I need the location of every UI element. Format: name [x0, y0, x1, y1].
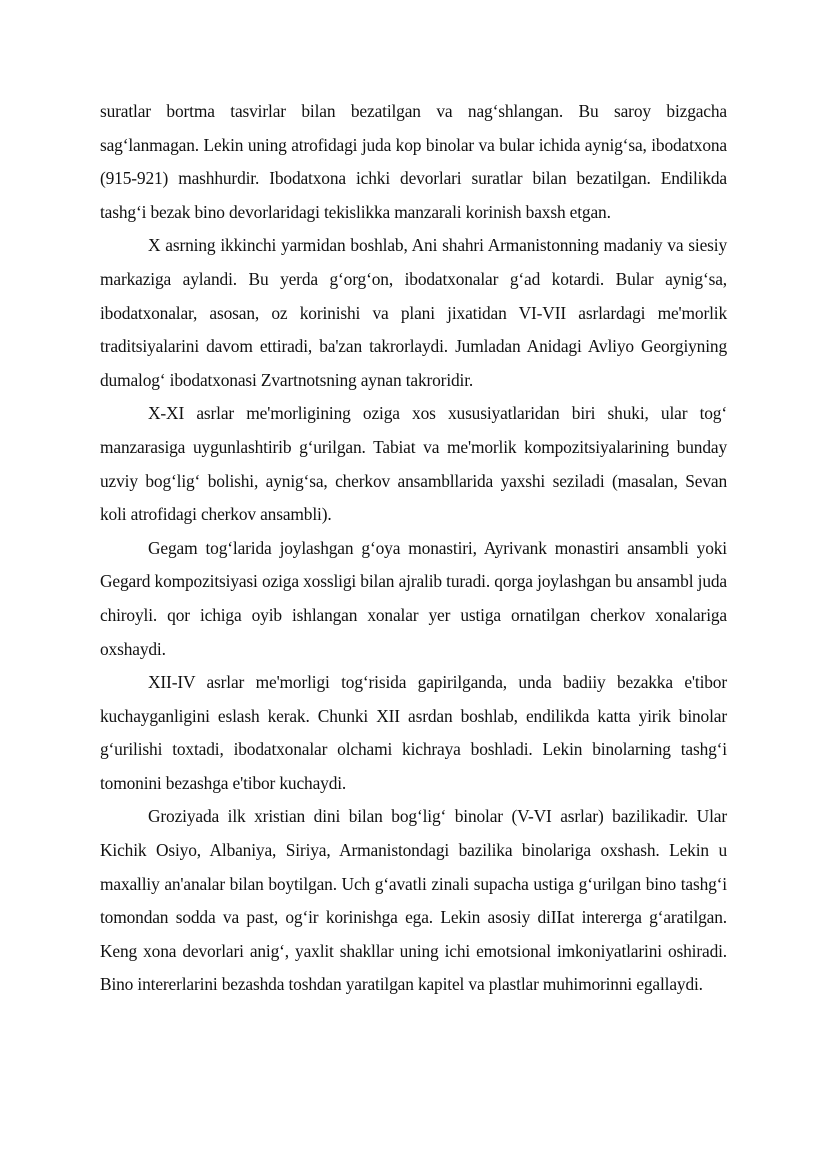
document-body	[100, 95, 727, 1002]
paragraph-6: Groziyada ilk xristian dini bilan bog‘lig‘ binolar (V-VI asrlar) bazilikadir. Ular Kichik Osiyo, Albaniya, Siriya, Armanistondagi bazilika binolariga oxshash. Lekin u maxalliy an'analar bilan boytilgan. Uch g‘avatli zinali supacha ustiga g‘urilgan bino tashg‘i tomondan sodda va past, og‘ir korinishga ega. Lekin asosiy diIIat intererga g‘aratilgan. Keng xona devorlari anig‘, yaxlit shakllar uning ichi emotsional imkoniyatlarini oshiradi. Bino intererlarini bezashda toshdan yaratilgan kapitel va plastlar muhimorinni egallaydi.	[100, 806, 727, 995]
paragraph-4: Gegam tog‘larida joylashgan g‘oya monastiri, Ayrivank monastiri ansambli yoki Gegard kompozitsiyasi oziga xossligi bilan ajralib turadi. qorga joylashgan bu ansambl juda chiroyli. qor ichiga oyib ishlangan xonalar yer ustiga ornatilgan cherkov xonalariga oxshaydi.	[100, 537, 727, 659]
paragraph-5: XII-IV asrlar me'morligi tog‘risida gapirilganda, unda badiiy bezakka e'tibor kuchayganligini eslash kerak. Chunki XII asrdan boshlab, endilikda katta yirik binolar g‘urilishi toxtadi, ibodatxonalar olchami kichraya boshladi. Lekin binolarning tashg‘i tomonini bezashga e'tibor kuchaydi.	[100, 672, 727, 793]
paragraph-1: suratlar bortma tasvirlar bilan bezatilgan va nag‘shlangan. Bu saroy bizgacha sag‘lanmagan. Lekin uning atrofidagi juda kop binolar va bular ichida aynig‘sa, ibodatxona (915-921) mashhurdir. Ibodatxona ichki devorlari suratlar bilan bezatilgan. Endilikda tashg‘i bezak bino devorlaridagi tekislikka manzarali korinish baxsh etgan.	[100, 101, 727, 222]
paragraph-2: X asrning ikkinchi yarmidan boshlab, Ani shahri Armanistonning madaniy va siesiy markaziga aylandi. Bu yerda g‘org‘on, ibodatxonalar g‘ad kotardi. Bular aynig‘sa, ibodatxonalar, asosan, oz korinishi va plani jixatidan VI-VII asrlardagi me'morlik traditsiyalarini davom ettiradi, ba'zan takrorlaydi. Jumladan Anidagi Avliyo Georgiyning dumalog‘ ibodatxonasi Zvartnotsning aynan takroridir.	[100, 235, 727, 390]
paragraph-3: X-XI asrlar me'morligining oziga xos xususiyatlaridan biri shuki, ular tog‘ manzarasiga uygunlashtirib g‘urilgan. Tabiat va me'morlik kompozitsiyalarining bunday uzviy bog‘lig‘ bolishi, aynig‘sa, cherkov ansambllarida yaxshi seziladi (masalan, Sevan koli atrofidagi cherkov ansambli).	[100, 403, 727, 525]
